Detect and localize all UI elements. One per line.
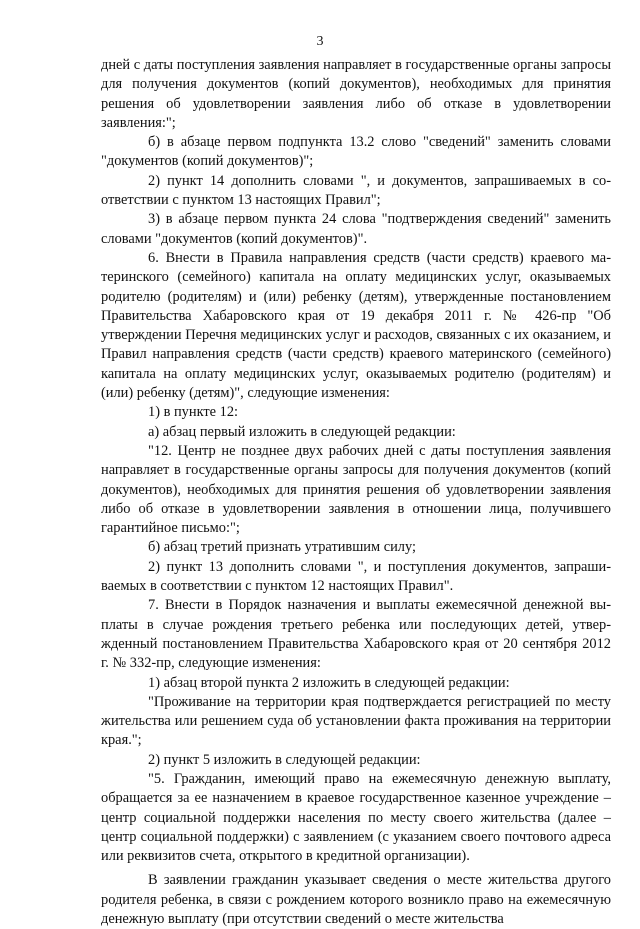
page-number: 3 [316, 34, 324, 49]
document-body [101, 56, 611, 929]
paragraph: 2) пункт 14 дополнить словами ", и документов, запрашиваемых в соответствии с пунктом 13 настоящих Правил"; [101, 172, 611, 209]
paragraph: 1) в пункте 12: [148, 404, 239, 421]
paragraph: дней с даты поступления заявления направляет в государственные органы запросы для получения документов (копий документов), необходимых для принятия решения об удовлетворении заявления либо об отказе в удовлетворении заявления:"; [101, 57, 611, 131]
paragraph: В заявлении гражданин указывает сведения о месте жительства другого родителя ребенка, в связи с рождением которого возникло право на ежемесячную денежную выплату (при отсутствии сведений о месте жительства [101, 872, 611, 928]
paragraph: "12. Центр не позднее двух рабочих дней с даты поступления заявления направляет в государственные органы запросы для получения документов (копий документов), необходимых для принятия решения об удовлетворении заявления либо об отказе в удовлетворении заявления в отношении лица, получившего гарантийное письмо:"; [101, 442, 611, 537]
paragraph: "5. Гражданин, имеющий право на ежемесячную денежную выплату, обращается за ее назначением в краевое государственное казенное учреждение – центр социальной поддержки населения по месту своего жительства (далее – центр социальной поддержки) с заявлением (с указанием своего почтового адреса или реквизитов счета, открытого в кредитной организации). [101, 770, 611, 865]
paragraph: б) абзац третий признать утратившим силу; [148, 539, 416, 556]
paragraph: 2) пункт 5 изложить в следующей редакции: [148, 751, 421, 768]
paragraph: б) в абзаце первом подпункта 13.2 слово "сведений" заменить словами "документов (копий документов)"; [101, 134, 611, 170]
paragraph: "Проживание на территории края подтверждается регистрацией по месту жительства или решением суда об установлении факта проживания на территории края."; [101, 693, 611, 749]
paragraph: 7. Внести в Порядок назначения и выплаты ежемесячной денежной выплаты в случае рождения третьего ребенка или последующих детей, утвержденный постановлением Правительства Хабаровского края от 20 сентября 2012 г. № 332-пр, следующие изменения: [101, 597, 611, 672]
paragraph: 3) в абзаце первом пункта 24 слова "подтверждения сведений" заменить словами "документов (копий документов)". [101, 211, 611, 247]
paragraph: 2) пункт 13 дополнить словами ", и поступления документов, запрашиваемых в соответствии с пунктом 12 настоящих Правил". [101, 558, 611, 595]
paragraph: 6. Внести в Правила направления средств (части средств) краевого материнского (семейного) капитала на оплату медицинских услуг, оказываемых родителю (родителям) и (или) ребенку (детям), утвержденные постановлением Правительства Хабаровского края от 19 декабря 2011 г. № 426-пр "Об утверждении Перечня медицинских услуг и расходов, связанных с их оказанием, и Правил направления средств (части средств) краевого материнского (семейного) капитала на оплату медицинских услуг, оказываемых родителю (родителям) и (или) ребенку (детям)", следующие изменения: [101, 249, 611, 402]
paragraph: 1) абзац второй пункта 2 изложить в следующей редакции: [148, 674, 510, 691]
paragraph: а) абзац первый изложить в следующей редакции: [148, 423, 456, 440]
